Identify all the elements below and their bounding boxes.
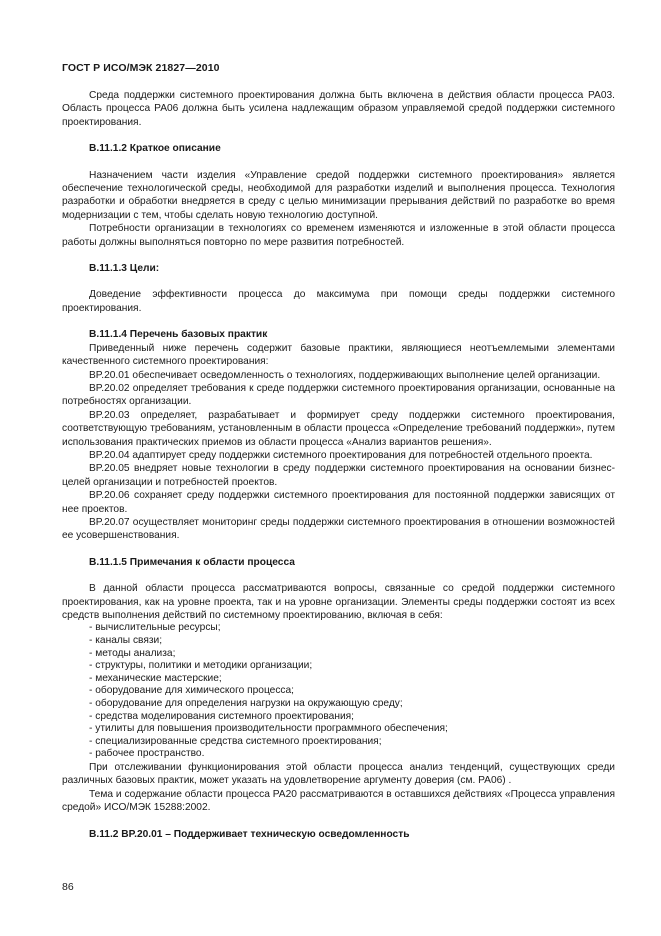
goals-paragraph: Доведение эффективности процесса до максимума при помощи среды поддержки системного проектирования. [62,289,615,314]
list-item: - методы анализа; [89,647,176,659]
list-item: - утилиты для повышения производительности программного обеспечения; [89,723,448,735]
list-item: - каналы связи; [89,635,163,646]
process-notes-paragraph: В данной области процесса рассматриваются вопросы, связанные со средой поддержки системного проектирования, как на уровне проекта, так и на уровне организации. Элементы среды поддержки состоят из всех средств выполнения действий по системному проектированию, включая в себя: [62,583,615,621]
section-title-brief-description: B.11.1.2 Краткое описание [89,143,221,155]
brief-description-paragraph: Назначением части изделия «Управление средой поддержки системного проектирования» является обеспечение технологической среды, необходимой для разработки изделий и выполнения процесса. Технология разработки и обработки внедряется в среду с целью минимизации прерывания действий по разработке во время модернизации с тем, чтобы сделать новую технологию доступной. [62,169,615,221]
list-item: - оборудование для химического процесса; [89,685,295,697]
list-item: - специализированные средства системного проектирования; [89,735,382,747]
practice-item: BP.20.03 определяет, разрабатывает и формирует среду поддержки системного проектирования, соответствующую требованиям, установленным в области процесса «Определение требований поддержки», путем использования практических приемов из области процесса «Анализ вариантов решения». [62,409,615,448]
section-title-bp-20-01: B.11.2 BP.20.01 – Поддерживает техническую осведомленность [89,828,410,840]
practice-item: BP.20.04 адаптирует среду поддержки системного проектирования для потребностей отдельного проекта. [89,449,593,461]
support-elements-list [62,622,615,761]
practice-item: BP.20.07 осуществляет мониторинг среды поддержки системного проектирования в отношении возможностей ее усовершенствования. [62,516,615,542]
list-item: - механические мастерские; [89,672,222,684]
list-item: - вычислительные ресурсы; [89,622,221,634]
process-notes-paragraph: Тема и содержание области процесса PA20 рассматриваются в оставшихся действиях «Процесса управления средой» ИСО/МЭК 15288:2002. [62,788,615,814]
list-item: - рабочее пространство. [89,748,205,760]
list-item: - оборудование для определения нагрузки на окружающую среду; [89,697,403,709]
practice-item: Приведенный ниже перечень содержит базовые практики, являющиеся неотъемлемыми элементами качественного системного проектирования: [62,342,615,368]
page-number: 86 [62,881,74,893]
practice-item: BP.20.06 сохраняет среду поддержки системного проектирования для постоянной поддержки зависящих от нее проектов. [62,490,615,515]
section-title-base-practices: B.11.1.4 Перечень базовых практик [89,329,268,341]
practice-item: BP.20.01 обеспечивает осведомленность о технологиях, поддерживающих выполнение целей организации. [89,369,601,381]
intro-paragraph: Среда поддержки системного проектирования должна быть включена в действия области процесса PA03. Область процесса PA06 должна быть усилена надлежащим образом управляемой средой поддержки системного проектирования. [62,90,615,128]
list-item: - структуры, политики и методики организации; [89,660,313,672]
practice-item: BP.20.02 определяет требования к среде поддержки системного проектирования организации, основанные на потребностях организации. [62,382,615,408]
list-item: - средства моделирования системного проектирования; [89,710,355,722]
process-notes-paragraph: При отслеживании функционирования этой области процесса анализ тенденций, существующих среди различных базовых практик, может указать на удовлетворение аргументу доверия (см. PA06) . [62,761,615,787]
brief-description-paragraph: Потребности организации в технологиях со временем изменяются и изложенные в этой области процесса работы должны выполняться повторно по мере развития потребностей. [62,223,615,248]
document-header: ГОСТ Р ИСО/МЭК 21827—2010 [62,62,220,74]
practice-item: BP.20.05 внедряет новые технологии в среду поддержки системного проектирования на основании бизнес-целей организации и потребностей проектов. [62,463,615,488]
section-title-process-notes: B.11.1.5 Примечания к области процесса [89,556,295,568]
document-page [62,62,615,841]
section-title-goals: B.11.1.3 Цели: [89,263,160,275]
